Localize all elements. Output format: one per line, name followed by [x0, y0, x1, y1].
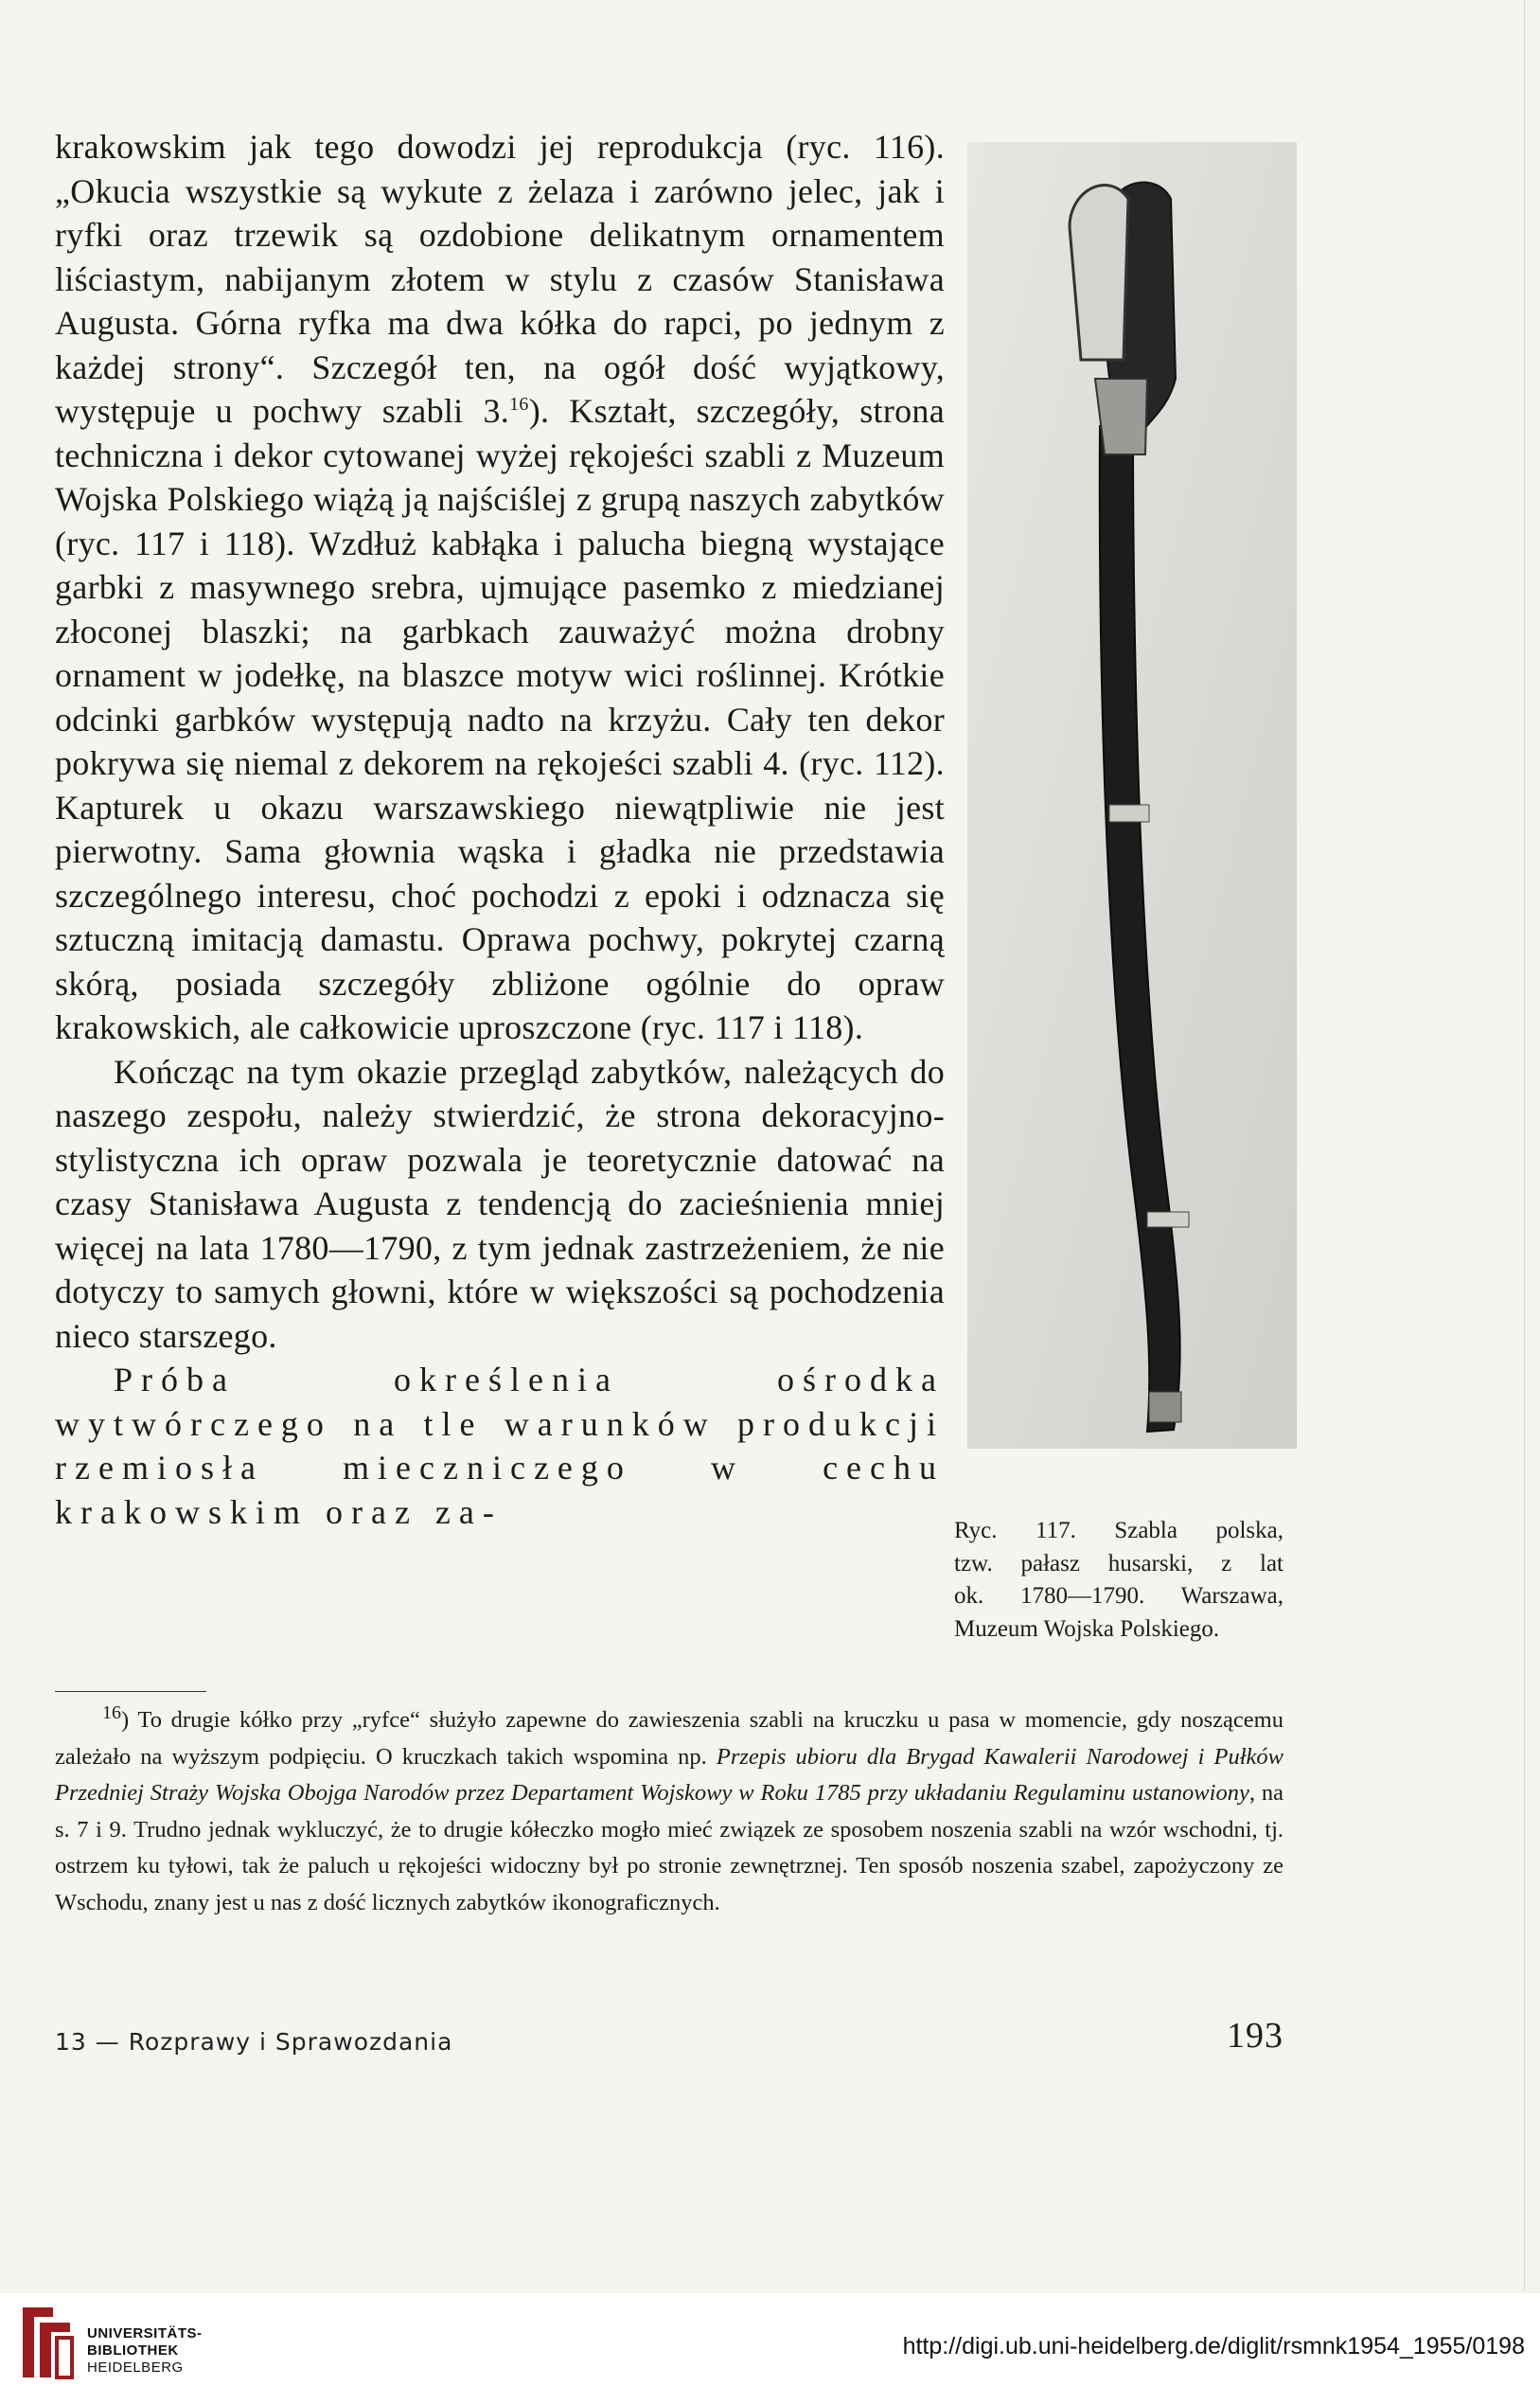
paragraph-1-part-a: krakowskim jak tego dowodzi jej reprodukcja (ryc. 116). „Okucia wszystkie są wykute z żelaza i zarówno jelec, jak i ryfki oraz trzewik są ozdobione delikatnym ornamentem liściastym, nabijanym złotem w stylu z czasów Stanisława Augusta. Górna ryfka ma dwa kółka do rapci, po jednym z każdej strony“. Szczegół ten, na ogół dość wyjątkowy, występuje u pochwy szabli 3.	[55, 128, 945, 430]
library-name-line-3: HEIDELBERG	[87, 2359, 184, 2376]
caption-line-2: tzw. pałasz husarski, z lat	[954, 1550, 1283, 1576]
library-name-line-1: UNIVERSITÄTS-	[87, 2325, 203, 2342]
paragraph-1	[55, 125, 945, 1050]
signature-mark: 13 — Rozprawy i Sprawozdania	[55, 2028, 453, 2056]
footnote-divider	[55, 1691, 206, 1692]
paragraph-2: Kończąc na tym okazie przegląd zabytków, należących do naszego zespołu, należy stwierdzić, że strona dekoracyjno-stylistyczna ich opraw pozwala je teoretycznie datować na czasy Stanisława Augusta z tendencją do zacieśnienia mniej więcej na lata 1780—1790, z tym jednak zastrzeżeniem, że nie dotyczy to samych głowni, które w większości są pochodzenia nieco starszego.	[55, 1052, 945, 1355]
footnote-text-1: ) To drugie kółko przy „ryfce“ służyło zapewne do zawieszenia szabli na kruczku u pasa w momencie, gdy noszącemu zależało na wyższym podpięciu. O kruczkach takich wspomina np.	[55, 1707, 1283, 1770]
sabre-illustration	[967, 142, 1297, 1449]
permalink-url[interactable]: http://digi.ub.uni-heidelberg.de/diglit/rsmnk1954_1955/0198	[902, 2333, 1525, 2359]
footnote-ref[interactable]: 16	[509, 394, 529, 415]
caption-line-1: Ryc. 117. Szabla polska,	[954, 1518, 1283, 1543]
paragraph-3: Próba określenia ośrodka wytwórczego na tle warunków produkcji rzemiosła mieczniczego w cechu krakowskim oraz za-	[55, 1361, 945, 1531]
footnote-paragraph	[55, 1702, 1283, 1921]
figure-caption	[954, 1515, 1283, 1646]
footnote-marker: 16	[102, 1701, 121, 1723]
footnote-16	[55, 1702, 1283, 1921]
paragraph-1-part-b: ). Kształt, szczegóły, strona techniczna i dekor cytowanej wyżej rękojeści szabli z Muzeum Wojska Polskiego wiążą ją najściślej z grupą naszych zabytków (ryc. 117 i 118). Wzdłuż kabłąka i palucha biegną wystające garbki z masywnego srebra, ujmujące pasemko z miedzianej złoconej blaszki; na garbkach zauważyć można drobny ornament w jodełkę, na blaszce motyw wici roślinnej. Krótkie odcinki garbków występują nadto na krzyżu. Cały ten dekor pokrywa się niemal z dekorem na rękojeści szabli 4. (ryc. 112). Kapturek u okazu warszawskiego niewątpliwie nie jest pierwotny. Sama głownia wąska i gładka nie przedstawia szczególnego interesu, choć pochodzi z epoki i odznacza się sztuczną imitacją damastu. Oprawa pochwy, pokrytej czarną skórą, posiada szczegóły zbliżone ogólnie do opraw krakowskich, ale całkowicie uproszczone (ryc. 117 i 118).	[55, 392, 945, 1046]
sabre-photo	[967, 142, 1297, 1449]
caption-line-3: ok. 1780—1790. Warszawa,	[954, 1583, 1283, 1609]
footnote-italic-title: Przepis ubioru dla Brygad Kawalerii Narodowej i Pułków Przedniej Straży Wojska Obojga Narodów przez Departament Wojskowy w Roku 1785 przy układaniu Regulaminu ustanowiony	[55, 1743, 1283, 1806]
library-name	[87, 2325, 203, 2377]
caption-line-4: Muzeum Wojska Polskiego.	[954, 1615, 1220, 1642]
footnote-text-2: , na s. 7 i 9. Trudno jednak wykluczyć, że to drugie kółeczko mogło mieć związek ze sposobem noszenia szabli na wzór wschodni, tj. ostrzem ku tyłowi, tak że paluch u rękojeści widoczny był po stronie zewnętrznej. Ten sposób noszenia szabel, zapożyczony ze Wschodu, znany jest u nas z dość licznych zabytków ikonograficznych.	[55, 1780, 1284, 1915]
library-name-line-2: BIBLIOTHEK	[87, 2342, 179, 2359]
page-number: 193	[1227, 2016, 1283, 2056]
body-text	[55, 125, 945, 1534]
library-logo-icon[interactable]	[17, 2304, 78, 2386]
